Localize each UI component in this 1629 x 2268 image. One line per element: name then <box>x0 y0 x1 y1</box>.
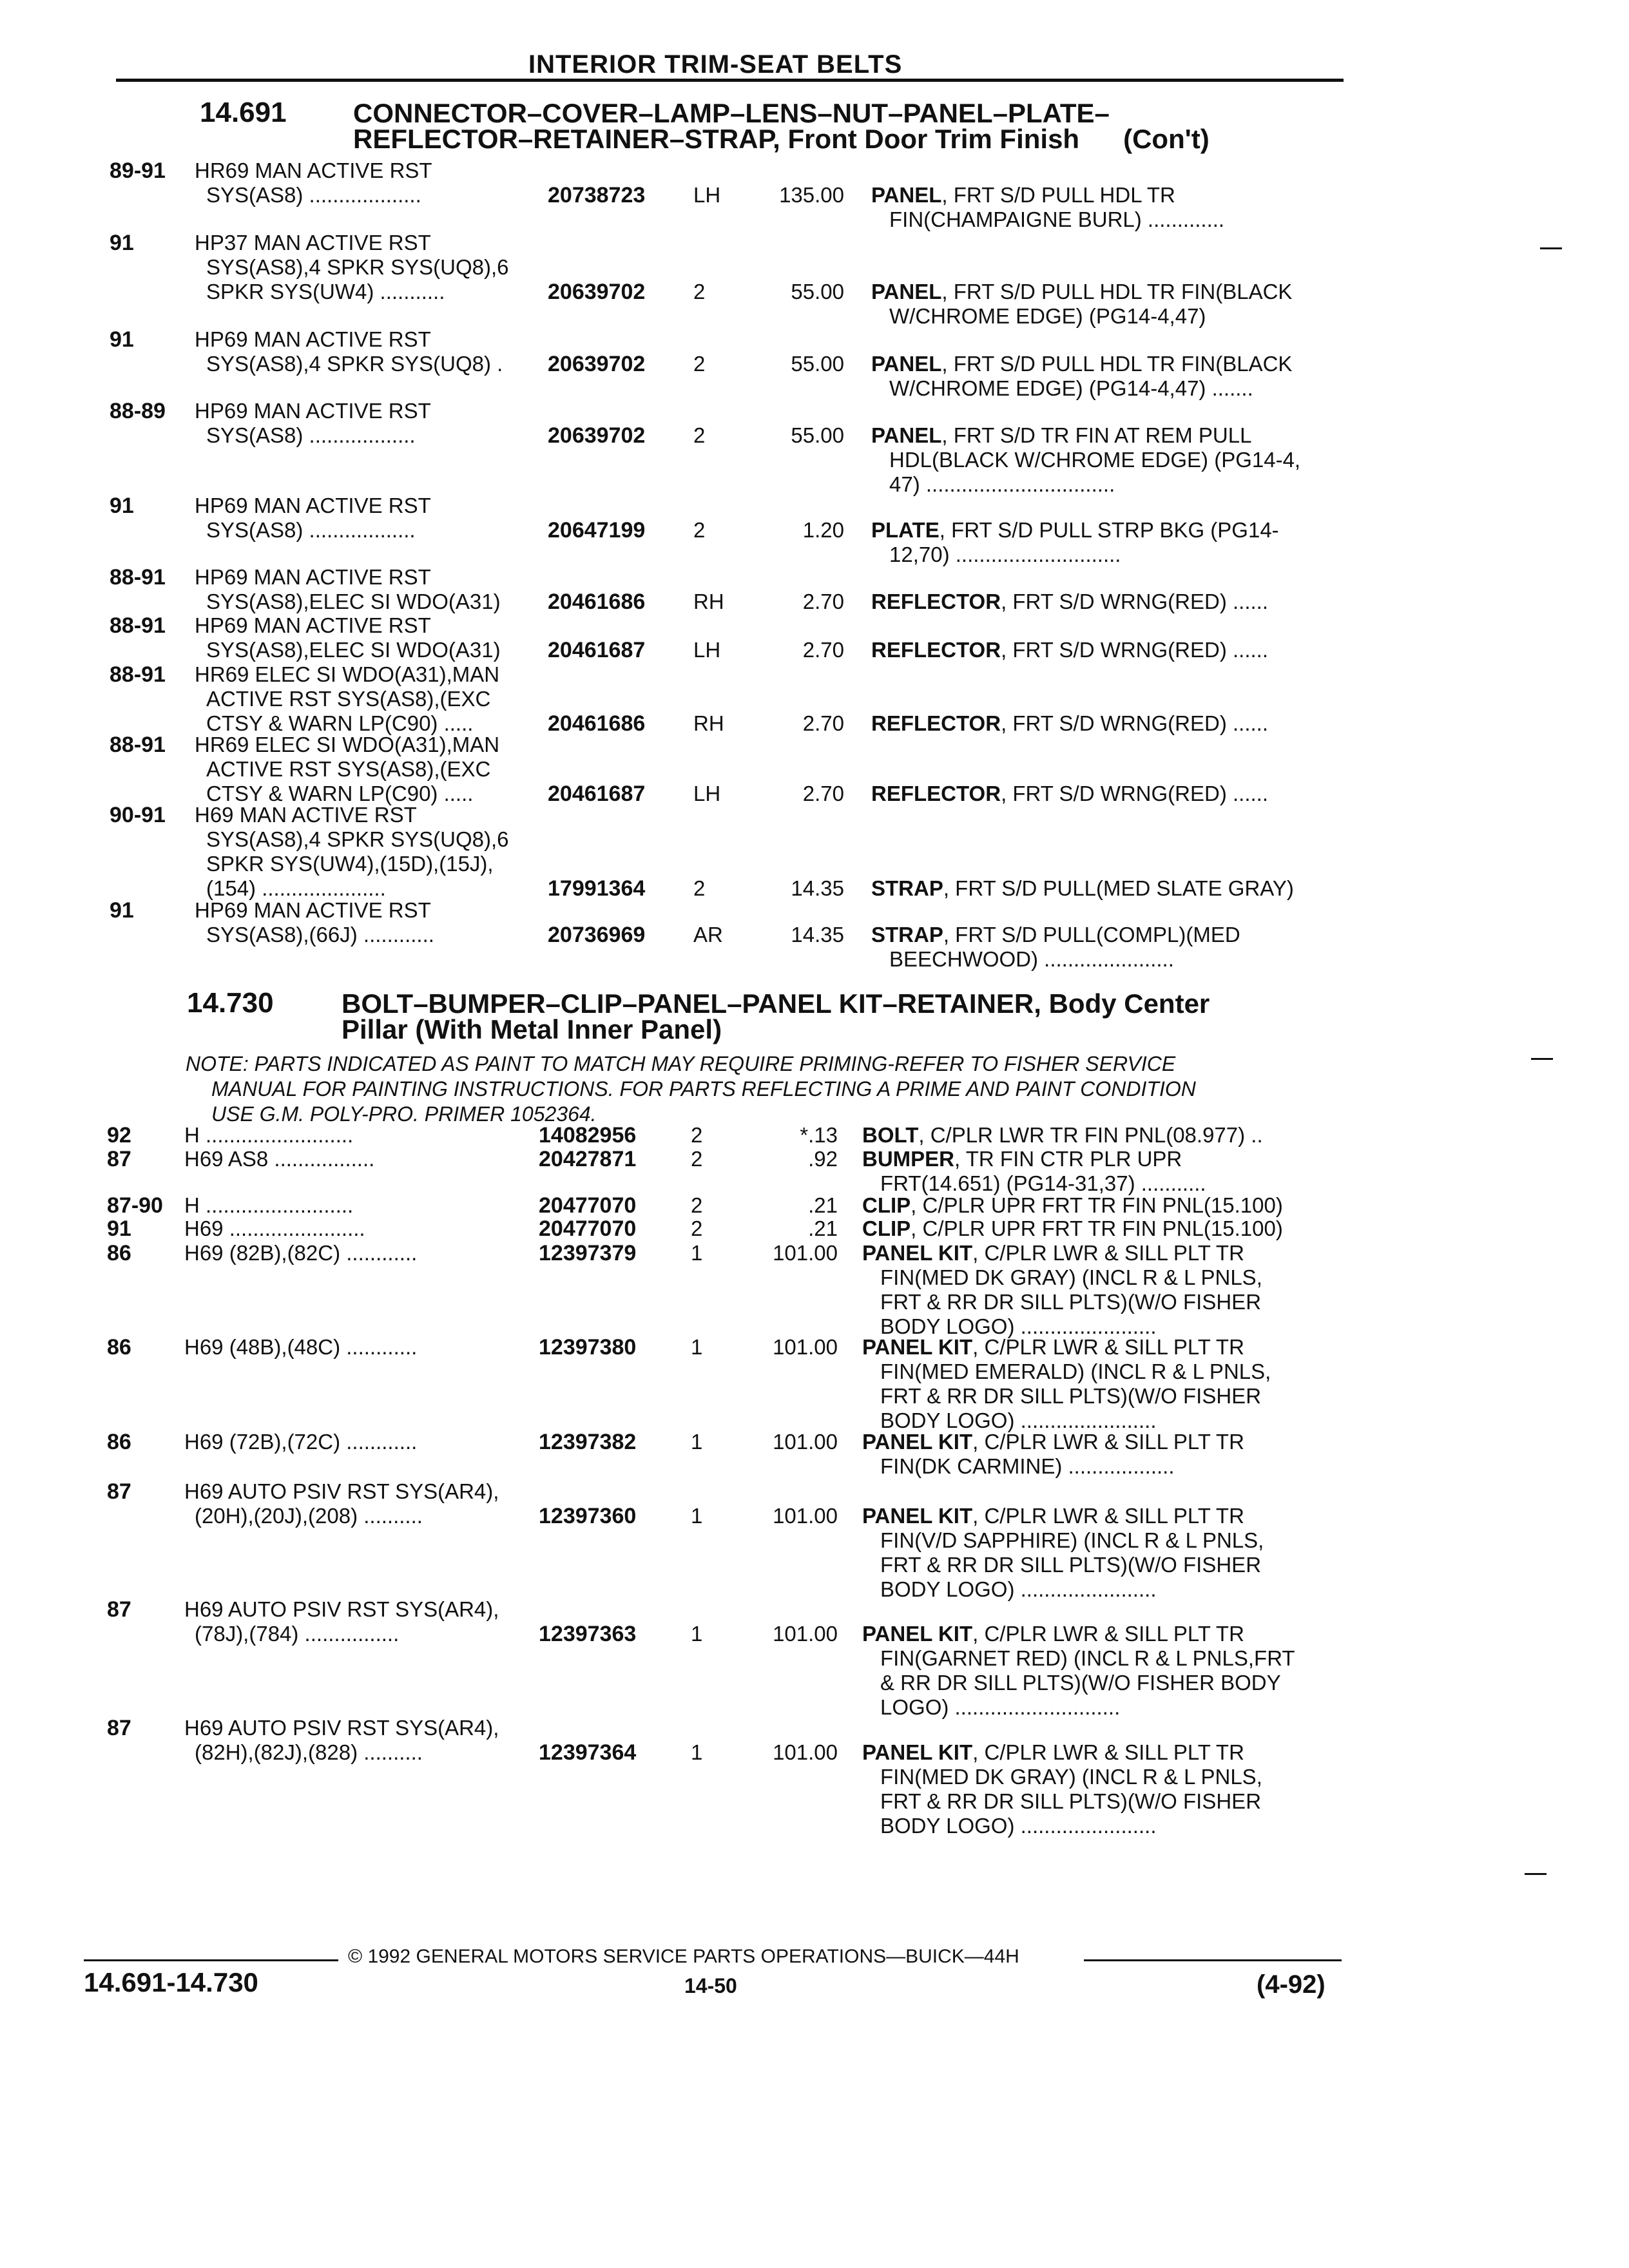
model-year: 88-91 <box>110 565 166 590</box>
usage-line: SYS(AS8) .................. <box>206 423 416 447</box>
part-entry <box>0 327 1629 400</box>
quantity: 2 <box>693 423 706 447</box>
part-name-line: FRT & RR DR SILL PLTS)(W/O FISHER <box>880 1789 1262 1813</box>
part-name-line: FIN(MED DK GRAY) (INCL R & L PNLS, <box>880 1265 1262 1289</box>
quantity: LH <box>693 638 721 662</box>
price: 14.35 <box>791 876 844 900</box>
model-year: 87 <box>107 1479 131 1504</box>
price: 101.00 <box>773 1504 838 1528</box>
part-name <box>862 1216 1283 1241</box>
part-name-rest: , C/PLR UPR FRT TR FIN PNL(15.100) <box>911 1193 1283 1217</box>
part-name <box>862 1335 1271 1433</box>
part-name-rest: , C/PLR LWR & SILL PLT TR <box>972 1504 1244 1528</box>
usage-line: H69 ....................... <box>184 1216 365 1240</box>
model-year: 91 <box>110 231 134 255</box>
part-number: 20639702 <box>548 423 646 448</box>
quantity: 2 <box>693 352 706 376</box>
model-year: 88-91 <box>110 662 166 687</box>
part-name-line: FRT(14.651) (PG14-31,37) ........... <box>880 1171 1206 1195</box>
quantity: 2 <box>691 1193 703 1217</box>
part-entry <box>0 1241 1629 1338</box>
part-name-line: BODY LOGO) ....................... <box>880 1314 1157 1338</box>
quantity: 2 <box>691 1147 703 1171</box>
usage-line: HP69 MAN ACTIVE RST <box>195 613 431 637</box>
model-year: 86 <box>107 1335 131 1360</box>
part-name-head: REFLECTOR <box>871 590 1001 613</box>
part-name-line: FIN(CHAMPAIGNE BURL) ............. <box>889 207 1225 231</box>
part-name-head: BUMPER <box>862 1147 955 1171</box>
quantity: 2 <box>693 280 706 303</box>
usage-line: CTSY & WARN LP(C90) ..... <box>206 711 474 735</box>
model-year: 87 <box>107 1147 131 1171</box>
part-name-head: PANEL KIT <box>862 1335 973 1359</box>
usage-line: SYS(AS8),4 SPKR SYS(UQ8) . <box>206 352 503 376</box>
part-name-line: BODY LOGO) ....................... <box>880 1577 1157 1601</box>
part-name-line <box>862 1123 1263 1148</box>
usage-line: (20H),(20J),(208) .......... <box>195 1504 423 1528</box>
usage-description <box>184 1241 417 1265</box>
usage-description <box>195 494 431 543</box>
usage-line: ACTIVE RST SYS(AS8),(EXC <box>206 687 491 711</box>
model-year: 91 <box>110 898 134 923</box>
part-name-line <box>862 1147 1206 1171</box>
price: 2.70 <box>802 638 844 662</box>
quantity: 2 <box>691 1123 703 1147</box>
price: 55.00 <box>791 280 844 303</box>
part-name-line: FIN(V/D SAPPHIRE) (INCL R & L PNLS, <box>880 1528 1264 1552</box>
part-name-rest: , FRT S/D WRNG(RED) ...... <box>1001 638 1269 662</box>
section-number: 14.730 <box>187 987 274 1019</box>
part-name <box>862 1241 1262 1339</box>
price: 2.70 <box>802 782 844 805</box>
model-year: 88-91 <box>110 613 166 638</box>
price: .92 <box>808 1147 838 1171</box>
part-number: 12397379 <box>539 1241 637 1265</box>
footer-date: (4-92) <box>1257 1970 1325 1999</box>
part-entry <box>0 1216 1629 1241</box>
usage-line: SYS(AS8),(66J) ............ <box>206 923 434 947</box>
part-number: 20427871 <box>539 1147 637 1171</box>
usage-line: SPKR SYS(UW4) ........... <box>206 280 445 303</box>
part-name-line: HDL(BLACK W/CHROME EDGE) (PG14-4, <box>889 448 1301 472</box>
part-name-line: & RR DR SILL PLTS)(W/O FISHER BODY <box>880 1671 1281 1695</box>
usage-description <box>184 1193 353 1218</box>
usage-description <box>195 565 501 614</box>
price: 101.00 <box>773 1241 838 1265</box>
price: 2.70 <box>802 711 844 735</box>
part-name <box>862 1123 1263 1148</box>
usage-line: SYS(AS8),4 SPKR SYS(UQ8),6 <box>206 827 509 851</box>
section-title-line: Pillar (With Metal Inner Panel) <box>342 1014 722 1044</box>
usage-line: SYS(AS8),4 SPKR SYS(UQ8),6 <box>206 255 509 279</box>
part-name <box>871 923 1240 972</box>
part-name-head: PANEL KIT <box>862 1241 973 1265</box>
model-year: 91 <box>110 327 134 352</box>
part-name-line: FIN(MED EMERALD) (INCL R & L PNLS, <box>880 1360 1271 1383</box>
part-entry <box>0 565 1629 614</box>
model-year: 91 <box>107 1216 131 1241</box>
quantity: AR <box>693 923 723 947</box>
part-name-line: FIN(DK CARMINE) .................. <box>880 1454 1175 1478</box>
model-year: 92 <box>107 1123 131 1148</box>
price: .21 <box>808 1193 838 1217</box>
section-title-line: CONNECTOR–COVER–LAMP–LENS–NUT–PANEL–PLATE– <box>353 98 1110 128</box>
part-name <box>871 280 1292 329</box>
quantity: 1 <box>691 1622 703 1646</box>
price: 101.00 <box>773 1622 838 1646</box>
price: 2.70 <box>802 590 844 613</box>
price: 1.20 <box>802 518 844 542</box>
margin-mark <box>1531 1058 1553 1060</box>
margin-mark <box>1540 247 1562 249</box>
part-name <box>871 183 1224 232</box>
part-name-line: W/CHROME EDGE) (PG14-4,47) <box>889 304 1206 328</box>
part-name-line <box>862 1504 1264 1528</box>
usage-line: H69 MAN ACTIVE RST <box>195 803 417 827</box>
part-number: 12397363 <box>539 1622 637 1646</box>
part-name-rest: , C/PLR LWR & SILL PLT TR <box>972 1622 1244 1646</box>
usage-description <box>195 613 501 662</box>
part-name <box>871 423 1300 497</box>
usage-line: SPKR SYS(UW4),(15D),(15J), <box>206 852 494 876</box>
part-name-rest: , FRT S/D PULL STRP BKG (PG14- <box>939 518 1279 542</box>
usage-line: H69 (82B),(82C) ............ <box>184 1241 418 1265</box>
model-year: 88-91 <box>110 733 166 757</box>
part-name-line: BEECHWOOD) ...................... <box>889 947 1174 971</box>
part-name-rest: , FRT S/D WRNG(RED) ...... <box>1001 711 1269 735</box>
price: 101.00 <box>773 1335 838 1359</box>
usage-line: HR69 ELEC SI WDO(A31),MAN <box>195 733 500 756</box>
part-number: 20477070 <box>539 1216 637 1241</box>
part-name-rest: , FRT S/D PULL HDL TR FIN(BLACK <box>941 280 1293 303</box>
model-year: 88-89 <box>110 399 166 423</box>
usage-line: ACTIVE RST SYS(AS8),(EXC <box>206 757 491 781</box>
part-name <box>871 638 1268 662</box>
usage-line: H69 AUTO PSIV RST SYS(AR4), <box>184 1597 499 1621</box>
part-name <box>871 876 1294 901</box>
usage-description <box>195 327 503 376</box>
usage-description <box>184 1479 499 1528</box>
price: 55.00 <box>791 423 844 447</box>
usage-line: H69 AUTO PSIV RST SYS(AR4), <box>184 1716 499 1740</box>
usage-line: H69 AS8 ................. <box>184 1147 375 1171</box>
part-number: 20647199 <box>548 518 646 543</box>
usage-line: SYS(AS8) ................... <box>206 183 421 207</box>
part-name-line <box>871 923 1240 947</box>
usage-line: (82H),(82J),(828) .......... <box>195 1740 423 1764</box>
part-name-head: STRAP <box>871 923 943 947</box>
part-number: 20639702 <box>548 352 646 376</box>
price: 101.00 <box>773 1430 838 1454</box>
part-name-head: PANEL KIT <box>862 1430 973 1454</box>
model-year: 86 <box>107 1430 131 1454</box>
part-name <box>862 1147 1206 1196</box>
part-name-head: PANEL KIT <box>862 1504 973 1528</box>
part-name-rest: , C/PLR LWR & SILL PLT TR <box>972 1241 1244 1265</box>
usage-description <box>184 1716 499 1765</box>
usage-description <box>195 159 432 207</box>
part-name-line <box>871 638 1268 662</box>
price: 55.00 <box>791 352 844 376</box>
quantity: 2 <box>693 518 706 542</box>
quantity: LH <box>693 183 721 207</box>
part-name-line <box>862 1216 1283 1241</box>
usage-description <box>184 1147 374 1171</box>
section-continued: (Con't) <box>1123 124 1210 154</box>
part-number: 20477070 <box>539 1193 637 1218</box>
section-number: 14.691 <box>200 97 287 128</box>
model-year: 87-90 <box>107 1193 163 1218</box>
usage-line: (78J),(784) ................ <box>195 1622 400 1646</box>
part-name-line <box>862 1740 1262 1765</box>
part-name-head: CLIP <box>862 1216 911 1240</box>
model-year: 87 <box>107 1597 131 1622</box>
usage-line: H69 AUTO PSIV RST SYS(AR4), <box>184 1479 499 1503</box>
usage-description <box>195 662 499 736</box>
usage-line: (154) ..................... <box>206 876 386 900</box>
part-entry <box>0 613 1629 662</box>
note-line: MANUAL FOR PAINTING INSTRUCTIONS. FOR PARTS REFLECTING A PRIME AND PAINT CONDITION <box>211 1077 1196 1100</box>
section-title-line <box>353 126 1210 152</box>
usage-description <box>195 231 509 304</box>
part-number: 20736969 <box>548 923 646 947</box>
part-name <box>871 590 1268 614</box>
part-name-line <box>871 876 1294 901</box>
part-number: 12397360 <box>539 1504 637 1528</box>
part-entry <box>0 1479 1629 1601</box>
usage-line: HP69 MAN ACTIVE RST <box>195 494 431 517</box>
quantity: 2 <box>691 1216 703 1240</box>
usage-line: SYS(AS8),ELEC SI WDO(A31) <box>206 590 501 613</box>
part-entry <box>0 662 1629 736</box>
usage-line: CTSY & WARN LP(C90) ..... <box>206 782 474 805</box>
part-name-head: PANEL <box>871 183 942 207</box>
part-number: 20461687 <box>548 782 646 806</box>
price: .21 <box>808 1216 838 1240</box>
part-name <box>862 1430 1244 1479</box>
part-name-line <box>862 1335 1271 1360</box>
quantity: LH <box>693 782 721 805</box>
part-name-rest: , FRT S/D PULL HDL TR FIN(BLACK <box>941 352 1293 376</box>
painting-note <box>186 1052 1196 1127</box>
model-year: 87 <box>107 1716 131 1740</box>
part-name-line <box>871 518 1279 543</box>
part-name <box>862 1740 1262 1838</box>
part-name-line <box>862 1193 1283 1218</box>
quantity: 1 <box>691 1504 703 1528</box>
part-name-rest: , C/PLR LWR & SILL PLT TR <box>972 1430 1244 1454</box>
part-name-head: PANEL <box>871 423 942 447</box>
part-name-line: FIN(MED DK GRAY) (INCL R & L PNLS, <box>880 1765 1262 1789</box>
part-entry <box>0 898 1629 971</box>
quantity: 1 <box>691 1430 703 1454</box>
usage-line: HP69 MAN ACTIVE RST <box>195 399 431 423</box>
part-name-line: 47) ................................ <box>889 472 1115 496</box>
quantity: 1 <box>691 1740 703 1764</box>
quantity: 1 <box>691 1335 703 1359</box>
usage-line: SYS(AS8),ELEC SI WDO(A31) <box>206 638 501 662</box>
part-name-rest: , C/PLR LWR & SILL PLT TR <box>972 1740 1244 1764</box>
part-name-head: BOLT <box>862 1123 919 1147</box>
usage-description <box>184 1216 365 1241</box>
footer-rule <box>1084 1959 1342 1961</box>
usage-description <box>184 1430 417 1454</box>
usage-line: HR69 MAN ACTIVE RST <box>195 159 432 182</box>
note-line: NOTE: PARTS INDICATED AS PAINT TO MATCH MAY REQUIRE PRIMING-REFER TO FISHER SERVICE <box>186 1052 1176 1075</box>
part-name-rest: , FRT S/D TR FIN AT REM PULL <box>941 423 1252 447</box>
usage-line: HP69 MAN ACTIVE RST <box>195 327 431 351</box>
part-name <box>862 1622 1295 1720</box>
part-name-head: PANEL <box>871 280 942 303</box>
part-name-line: 12,70) ............................ <box>889 543 1121 566</box>
model-year: 90-91 <box>110 803 166 827</box>
part-name-rest: , FRT S/D PULL HDL TR <box>941 183 1175 207</box>
model-year: 86 <box>107 1241 131 1265</box>
usage-description <box>195 898 434 947</box>
model-year: 91 <box>110 494 134 518</box>
part-number: 20461687 <box>548 638 646 662</box>
part-number: 20461686 <box>548 590 646 614</box>
part-name-head: REFLECTOR <box>871 782 1001 805</box>
part-name-line: BODY LOGO) ....................... <box>880 1408 1157 1432</box>
part-name-rest: , C/PLR UPR FRT TR FIN PNL(15.100) <box>911 1216 1283 1240</box>
price: 135.00 <box>779 183 844 207</box>
part-name-rest: , TR FIN CTR PLR UPR <box>954 1147 1182 1171</box>
footer-copyright: © 1992 GENERAL MOTORS SERVICE PARTS OPERATIONS—BUICK—44H <box>348 1946 1019 1967</box>
part-name-head: PANEL KIT <box>862 1622 973 1646</box>
part-name-rest: , FRT S/D WRNG(RED) ...... <box>1001 590 1269 613</box>
part-name-line <box>862 1622 1295 1646</box>
part-name-rest: , C/PLR LWR TR FIN PNL(08.977) .. <box>918 1123 1263 1147</box>
part-name-line <box>871 352 1292 376</box>
part-name-line <box>871 280 1292 304</box>
margin-mark <box>1525 1873 1547 1875</box>
usage-line: H ......................... <box>184 1193 354 1217</box>
model-year: 89-91 <box>110 159 166 183</box>
usage-line: SYS(AS8) .................. <box>206 518 416 542</box>
part-name-rest: , FRT S/D WRNG(RED) ...... <box>1001 782 1269 805</box>
quantity: RH <box>693 590 724 613</box>
quantity: 2 <box>693 876 706 900</box>
part-number: 12397380 <box>539 1335 637 1360</box>
usage-line: HP37 MAN ACTIVE RST <box>195 231 431 255</box>
part-number: 12397364 <box>539 1740 637 1765</box>
part-name-line <box>862 1430 1244 1454</box>
price: 14.35 <box>791 923 844 947</box>
part-number: 20461686 <box>548 711 646 736</box>
part-name-line <box>871 590 1268 614</box>
section-title <box>353 98 1210 154</box>
part-name-head: PANEL KIT <box>862 1740 973 1764</box>
usage-description <box>195 733 499 806</box>
part-name-rest: , C/PLR LWR & SILL PLT TR <box>972 1335 1244 1359</box>
part-name-line <box>862 1241 1262 1265</box>
part-name-line: W/CHROME EDGE) (PG14-4,47) ....... <box>889 376 1253 400</box>
usage-line: HP69 MAN ACTIVE RST <box>195 898 431 922</box>
part-number: 17991364 <box>548 876 646 901</box>
part-name-line: FRT & RR DR SILL PLTS)(W/O FISHER <box>880 1553 1262 1577</box>
note-line: USE G.M. POLY-PRO. PRIMER 1052364. <box>211 1102 597 1126</box>
part-number: 20738723 <box>548 183 646 207</box>
part-number: 14082956 <box>539 1123 637 1148</box>
part-name <box>871 518 1279 567</box>
part-name-head: REFLECTOR <box>871 638 1001 662</box>
part-name-line <box>871 423 1300 448</box>
page-header-title: INTERIOR TRIM-SEAT BELTS <box>528 50 903 79</box>
price: 101.00 <box>773 1740 838 1764</box>
part-entry <box>0 1147 1629 1195</box>
part-name <box>862 1504 1264 1602</box>
part-name-rest: , FRT S/D PULL(MED SLATE GRAY) <box>943 876 1294 900</box>
part-entry <box>0 1193 1629 1218</box>
header-rule <box>116 79 1344 82</box>
section-title <box>342 988 1210 1044</box>
part-name-line: FIN(GARNET RED) (INCL R & L PNLS,FRT <box>880 1646 1295 1670</box>
usage-description <box>184 1335 417 1360</box>
part-name <box>871 352 1292 401</box>
section-title-line: BOLT–BUMPER–CLIP–PANEL–PANEL KIT–RETAINER, Body Center <box>342 988 1210 1019</box>
footer-page-number: 14-50 <box>684 1974 737 1997</box>
part-name-head: PANEL <box>871 352 942 376</box>
part-name-line: BODY LOGO) ....................... <box>880 1814 1157 1838</box>
part-number: 12397382 <box>539 1430 637 1454</box>
part-name-head: STRAP <box>871 876 943 900</box>
part-entry <box>0 1123 1629 1148</box>
part-name-head: CLIP <box>862 1193 911 1217</box>
usage-description <box>195 399 431 448</box>
usage-line: HR69 ELEC SI WDO(A31),MAN <box>195 662 500 686</box>
usage-line: H ......................... <box>184 1123 354 1147</box>
quantity: RH <box>693 711 724 735</box>
footer-rule <box>84 1959 338 1961</box>
part-name-line <box>871 183 1224 207</box>
part-number: 20639702 <box>548 280 646 304</box>
usage-description <box>184 1123 353 1148</box>
part-name-line: FRT & RR DR SILL PLTS)(W/O FISHER <box>880 1290 1262 1314</box>
price: *.13 <box>800 1123 838 1147</box>
part-entry <box>0 1597 1629 1719</box>
section-title-line2: REFLECTOR–RETAINER–STRAP, Front Door Trim Finish <box>353 124 1080 154</box>
quantity: 1 <box>691 1241 703 1265</box>
usage-description <box>184 1597 499 1646</box>
part-name-head: PLATE <box>871 518 940 542</box>
part-name-rest: , FRT S/D PULL(COMPL)(MED <box>943 923 1240 947</box>
part-name <box>862 1193 1283 1218</box>
usage-line: H69 (72B),(72C) ............ <box>184 1430 418 1454</box>
usage-line: H69 (48B),(48C) ............ <box>184 1335 418 1359</box>
part-name-line: LOGO) ............................ <box>880 1695 1121 1719</box>
part-name-line: FRT & RR DR SILL PLTS)(W/O FISHER <box>880 1384 1262 1408</box>
usage-description <box>195 803 509 901</box>
footer-section-range: 14.691-14.730 <box>84 1967 258 1997</box>
part-name-head: REFLECTOR <box>871 711 1001 735</box>
part-entry <box>0 1335 1629 1432</box>
usage-line: HP69 MAN ACTIVE RST <box>195 565 431 589</box>
